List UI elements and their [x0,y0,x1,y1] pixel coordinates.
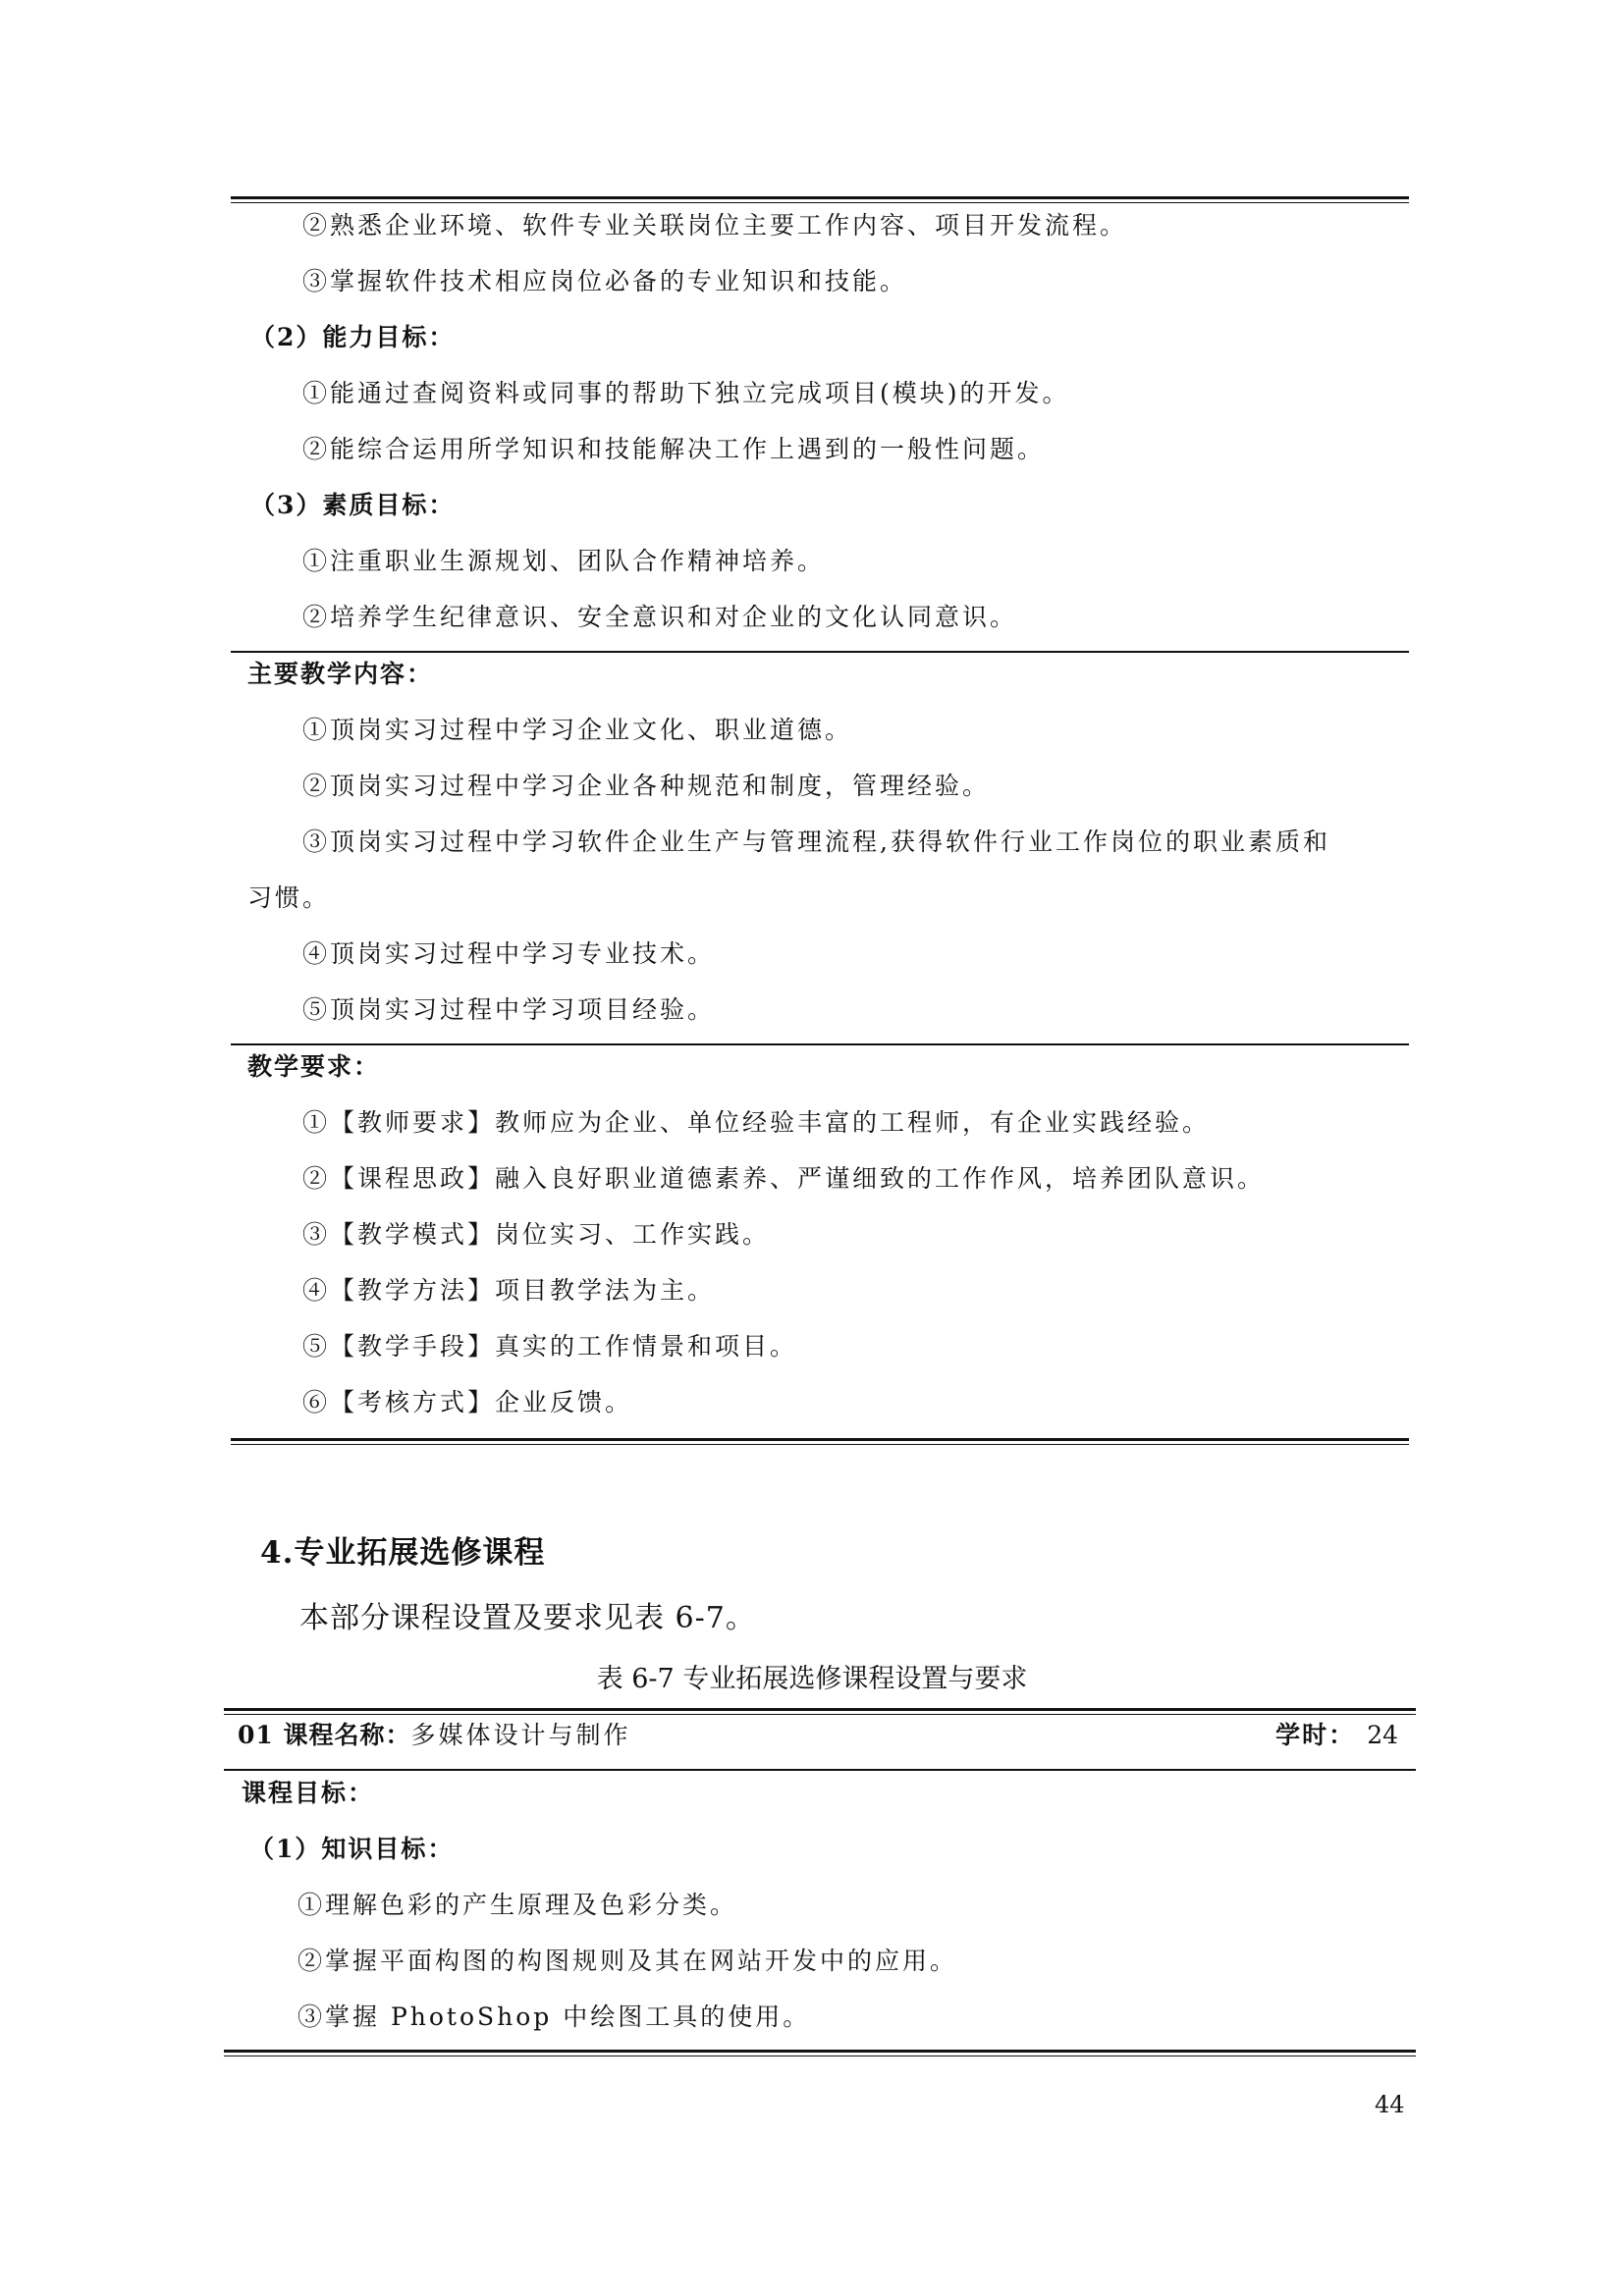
list-item: ②顶岗实习过程中学习企业各种规范和制度，管理经验。 [302,772,991,800]
course-hours [1275,1716,1398,1751]
content-heading: 主要教学内容： [247,660,434,688]
list-item: ⑥【考核方式】企业反馈。 [302,1388,633,1416]
list-item: ①顶岗实习过程中学习企业文化、职业道德。 [302,716,853,744]
list-item: ④【教学方法】项目教学法为主。 [302,1276,716,1305]
hours-value: 24 [1367,1721,1398,1749]
course-name-value: 多媒体设计与制作 [410,1721,631,1749]
quality-heading: （3）素质目标： [250,491,456,519]
requirements-heading: 教学要求： [247,1052,381,1081]
list-item: ①注重职业生源规划、团队合作精神培养。 [302,547,826,575]
course-name-label: 01 课程名称： [238,1721,411,1749]
table-top-rule [231,196,1409,199]
list-item: ①能通过查阅资料或同事的帮助下独立完成项目(模块)的开发。 [302,379,1070,407]
list-item: ②培养学生纪律意识、安全意识和对企业的文化认同意识。 [302,603,1018,631]
list-item: ③掌握软件技术相应岗位必备的专业知识和技能。 [302,267,908,295]
table-block-1 [231,196,1409,1451]
row-divider [231,651,1409,653]
list-item: ③掌握 PhotoShop 中绘图工具的使用。 [298,2002,811,2031]
course-goals-heading: 课程目标： [242,1779,375,1807]
list-item: ②熟悉企业环境、软件专业关联岗位主要工作内容、项目开发流程。 [302,211,1128,240]
section-intro: 本部分课程设置及要求见表 6-7。 [299,1601,756,1635]
list-item: ⑤顶岗实习过程中学习项目经验。 [302,995,716,1024]
ability-heading: （2）能力目标： [250,323,456,351]
list-item: ④顶岗实习过程中学习专业技术。 [302,939,716,968]
table-block-2 [224,1708,1416,2054]
table-bottom-rule [224,2050,1416,2053]
list-item: 习惯。 [247,883,331,912]
list-item: ①【教师要求】教师应为企业、单位经验丰富的工程师，有企业实践经验。 [302,1108,1211,1137]
course-name-row [238,1716,631,1751]
table-caption: 表 6-7 专业拓展选修课程设置与要求 [596,1664,1028,1694]
knowledge-heading: （1）知识目标： [249,1835,455,1863]
list-item: ②【课程思政】融入良好职业道德素养、严谨细致的工作作风，培养团队意识。 [302,1164,1266,1193]
page-number: 44 [1375,2091,1405,2118]
list-item: ③【教学模式】岗位实习、工作实践。 [302,1220,771,1249]
table-bottom-rule [231,1438,1409,1441]
list-item: ②能综合运用所学知识和技能解决工作上遇到的一般性问题。 [302,435,1046,463]
list-item: ⑤【教学手段】真实的工作情景和项目。 [302,1332,798,1361]
list-item: ②掌握平面构图的构图规则及其在网站开发中的应用。 [298,1947,958,1975]
row-divider [224,1769,1416,1771]
list-item: ①理解色彩的产生原理及色彩分类。 [298,1891,738,1919]
row-divider [231,1043,1409,1045]
section-heading: 4.专业拓展选修课程 [260,1535,546,1571]
list-item: ③顶岗实习过程中学习软件企业生产与管理流程,获得软件行业工作岗位的职业素质和 [302,828,1330,856]
table-top-rule [224,1708,1416,1711]
hours-label: 学时： [1275,1721,1356,1749]
